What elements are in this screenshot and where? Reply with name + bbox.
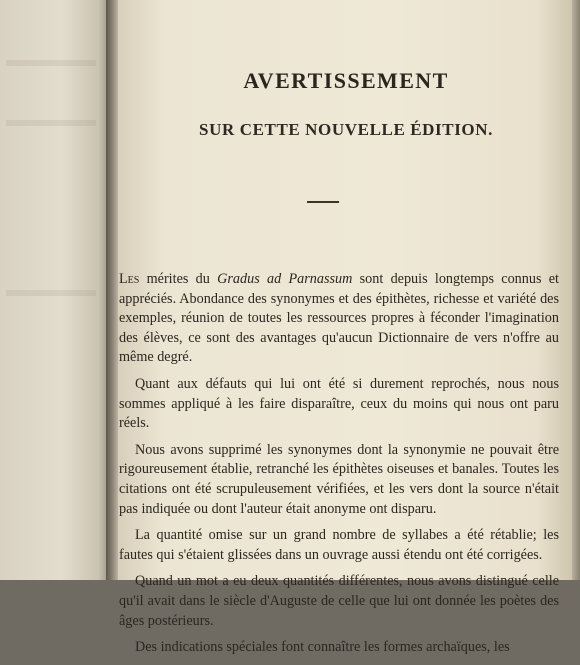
- paragraph-4: La quantité omise sur un grand nombre de syllabes a été rétablie; les fautes qui s'étaient glissées dans un ouvrage aussi étendu ont été corrigées.: [119, 527, 559, 563]
- divider-rule: [307, 201, 339, 203]
- bleed-through-line: [6, 60, 96, 66]
- page-title: AVERTISSEMENT: [243, 68, 449, 93]
- paragraph-1-text-a: mérites du: [139, 271, 218, 287]
- paragraph-2: Quant aux défauts qui lui ont été si durement reprochés, nous nous sommes appliqué à les faire disparaître, ceux du moins qui nous ont paru réels.: [119, 375, 559, 432]
- body-text: [119, 270, 559, 665]
- paragraph-6: Des indications spéciales font connaître les formes archaïques, les: [135, 639, 510, 656]
- drop-lead-word: Les: [119, 271, 140, 287]
- page-subtitle: SUR CETTE NOUVELLE ÉDITION.: [199, 120, 493, 139]
- bleed-through-line: [6, 120, 96, 126]
- bleed-through-line: [6, 290, 96, 296]
- book-title-italic: Gradus ad Parnassum: [217, 271, 353, 287]
- paragraph-5: Quand un mot a eu deux quantités différentes, nous avons distingué celle qu'il avait dans le siècle d'Auguste de celle que lui ont donnée les poètes des âges postérieurs.: [119, 573, 559, 629]
- paragraph-1: [119, 270, 559, 368]
- page-edge: [572, 0, 580, 580]
- paragraph-3: Nous avons supprimé les synonymes dont la synonymie ne pouvait être rigoureusement établie, retranché les épithètes oiseuses et banales. Toutes les citations ont été scrupuleusement vérifiées, et les vers dont la source n'était pas indiquée ou dont l'auteur était anonyme ont disparu.: [119, 441, 559, 517]
- left-page: [0, 0, 112, 580]
- paragraph-1-text-b: sont depuis longtemps connus et appréciés. Abondance des synonymes et des épithètes, richesse et variété des exemples, réunion de toutes les ressources propres à féconder l'imagination des élèves, ce sont des avantages qu'aucun Dictionnaire de vers n'offre au même degré.: [119, 271, 560, 366]
